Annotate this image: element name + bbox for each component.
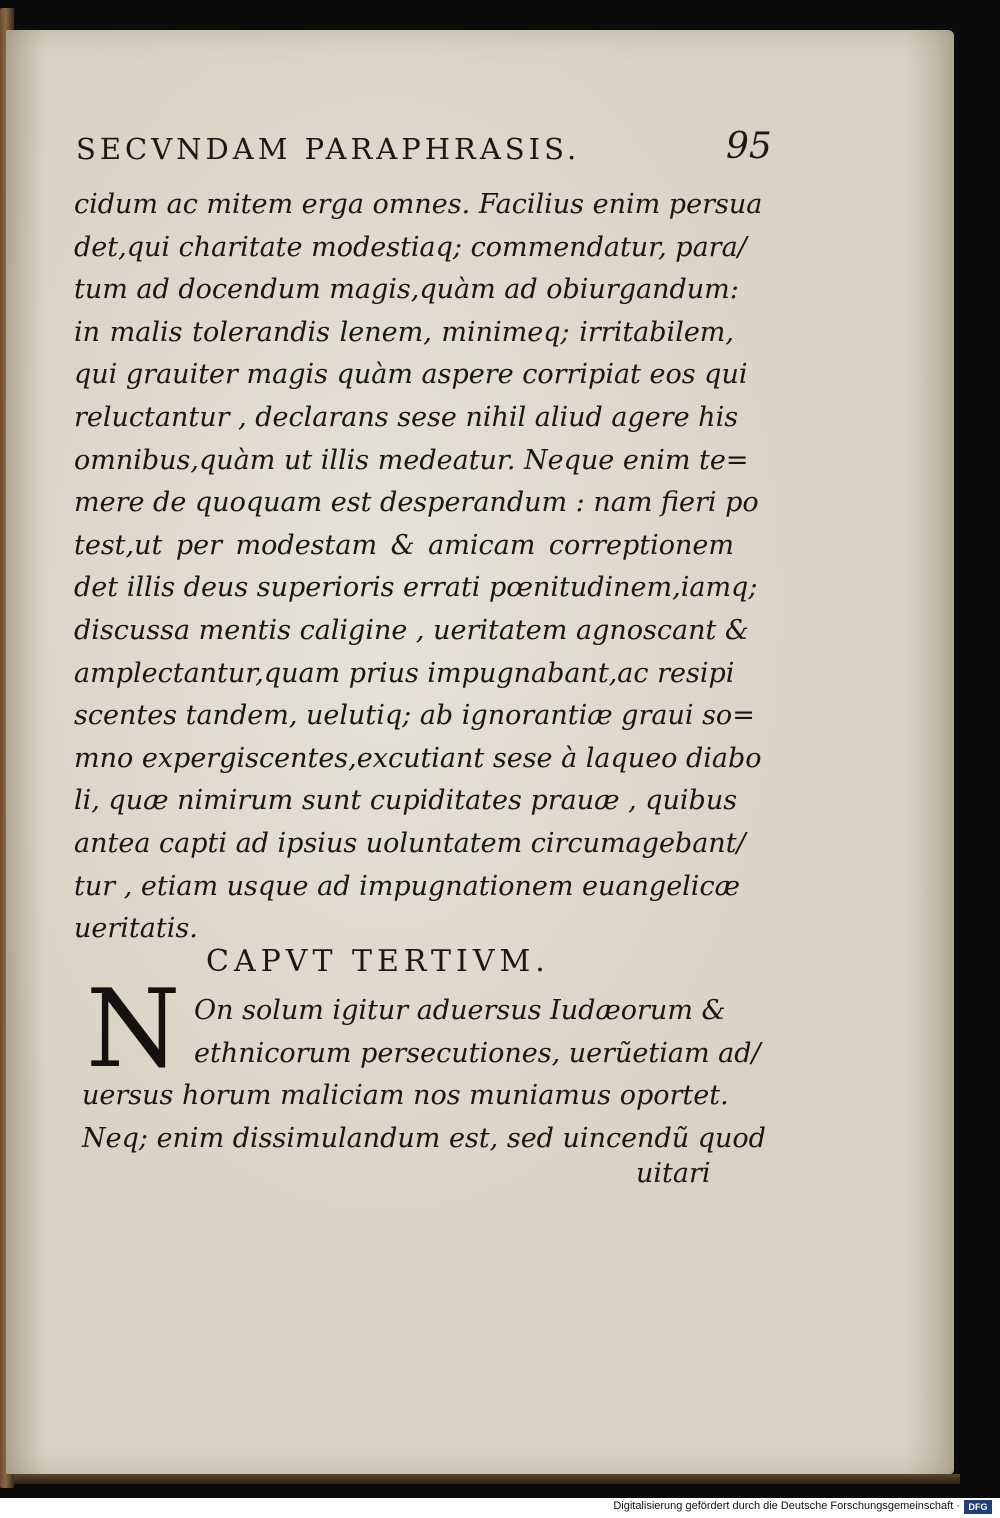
- text-line: mere de quoquam est desperandum : nam fieri po: [74, 487, 759, 519]
- text-line: det,qui charitate modestiaq; commendatur, para/: [74, 231, 747, 263]
- text-line: cidum ac mitem erga omnes. Facilius enim persua: [74, 189, 763, 220]
- page-number: 95: [726, 126, 772, 167]
- main-text-block: [74, 184, 763, 951]
- digitization-footer: [0, 1498, 1000, 1518]
- text-line: amplectantur,quam prius impugnabant,ac resipi: [74, 657, 735, 689]
- text-line: tur , etiam usque ad impugnationem euangelicæ: [74, 870, 740, 902]
- text-line: qui grauiter magis quàm aspere corripiat eos qui: [74, 359, 748, 391]
- dfg-logo: DFG: [964, 1500, 992, 1514]
- text-line: On solum igitur aduersus Iudæorum &: [194, 995, 726, 1026]
- text-line: scentes tandem, uelutiq; ab ignorantiæ graui so=: [74, 700, 755, 732]
- text-line: in malis tolerandis lenem, minimeq; irritabilem,: [74, 316, 734, 348]
- funding-credit: Digitalisierung gefördert durch die Deutsche Forschungsgemeinschaft ·: [613, 1500, 960, 1512]
- text-line: li, quæ nimirum sunt cupiditates prauæ , quibus: [74, 785, 738, 817]
- chapter-text-block: [82, 990, 766, 1160]
- text-line: det illis deus superioris errati pœnitudinem,iamq;: [74, 572, 758, 604]
- text-line: test,ut per modestam & amicam correptionem: [74, 529, 734, 561]
- text-line: tum ad docendum magis,quàm ad obiurgandum:: [74, 274, 739, 306]
- text-line: mno expergiscentes,excutiant sese à laqueo diabo: [74, 742, 762, 774]
- chapter-heading: CAPVT TERTIVM.: [206, 944, 550, 979]
- text-line: antea capti ad ipsius uoluntatem circumagebant/: [74, 827, 746, 859]
- running-head-title: SECVNDAM PARAPHRASIS.: [76, 132, 581, 166]
- text-line: omnibus,quàm ut illis medeatur. Neque enim te=: [74, 444, 749, 476]
- drop-initial: N: [86, 967, 181, 1092]
- text-line: reluctantur , declarans sese nihil aliud agere his: [74, 401, 739, 433]
- text-line: Neq; enim dissimulandum est, sed uincendũ quod: [82, 1122, 766, 1154]
- text-line: ethnicorum persecutiones, uerũetiam ad/: [194, 1037, 761, 1069]
- text-line: uersus horum maliciam nos muniamus oportet.: [82, 1080, 729, 1112]
- text-line: discussa mentis caligine , ueritatem agnoscant &: [74, 614, 749, 646]
- text-line: ueritatis.: [74, 913, 198, 945]
- book-bottom-edge: [14, 1474, 960, 1484]
- running-head: [76, 126, 776, 176]
- catchword: uitari: [636, 1158, 711, 1189]
